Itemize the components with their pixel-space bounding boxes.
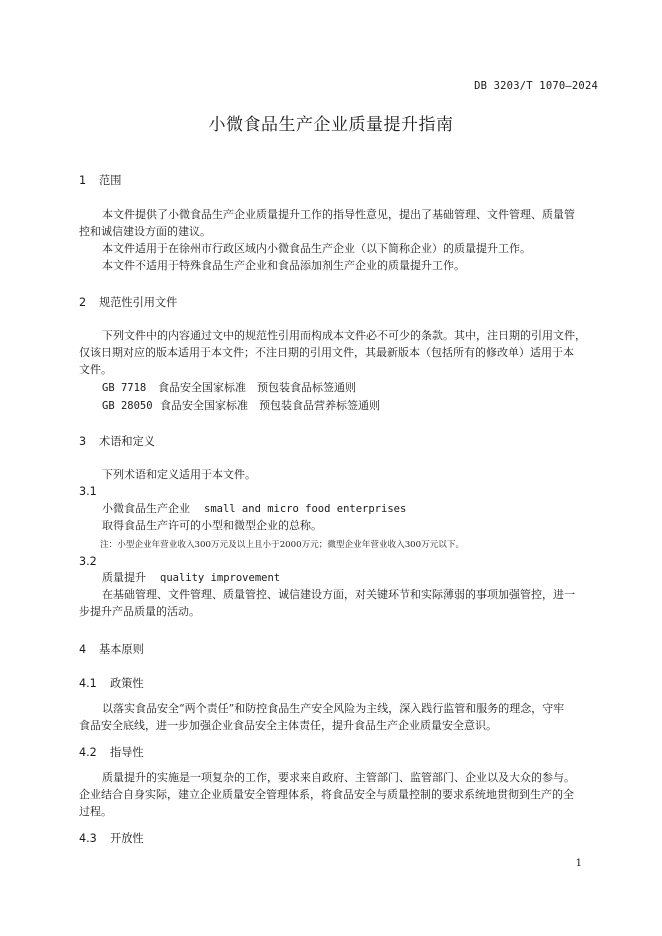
term-1-entry [102,501,406,518]
section-2-title: 规范性引用文件 [99,296,178,309]
s4-2-line3: 过程。 [79,805,112,818]
subsection-4-2-title: 指导性 [110,746,144,759]
reference-1-code: GB 7718 [102,382,147,394]
subsection-4-2-heading [79,744,144,760]
s2-p1-line2: 仅该日期对应的版本适用于本文件；不注日期的引用文件，其最新版本（包括所有的修改单）适用于本 [79,346,574,359]
subsection-4-2-number: 4.2 [79,746,97,759]
s1-p1-line1: 本文件提供了小微食品生产企业质量提升工作的指导性意见，提出了基础管理、文件管理、质量管 [102,208,575,221]
s1-p1-line2: 控和诚信建设方面的建议。 [79,225,211,238]
note-label: 注： [100,540,118,550]
s4-1-line2: 食品安全底线，进一步加强企业食品安全主体责任，提升食品生产企业质量安全意识。 [79,719,497,732]
s1-p3: 本文件不适用于特殊食品生产企业和食品添加剂生产企业的质量提升工作。 [102,259,465,272]
term-2-number: 3.2 [79,555,97,568]
term-2-name: 质量提升 [102,571,146,584]
term-2-english: quality improvement [160,572,281,584]
term-2-definition-line1: 在基础管理、文件管理、质量管控、诚信建设方面，对关键环节和实际薄弱的事项加强管控，进一 [102,588,575,601]
section-3-number: 3 [79,435,87,448]
term-1-note [100,538,464,550]
section-1-title: 范围 [99,174,122,187]
s2-p1-line1: 下列文件中的内容通过文中的规范性引用而构成本文件必不可少的条款。其中，注日期的引用文件， [102,329,586,342]
page-number: 1 [575,858,582,869]
section-3-title: 术语和定义 [99,435,155,448]
section-1-number: 1 [79,174,87,187]
section-1-heading [79,172,121,188]
s4-2-line1: 质量提升的实施是一项复杂的工作，要求来自政府、主管部门、监管部门、企业以及大众的参与。 [102,771,575,784]
note-text: 小型企业年营业收入300万元及以上且小于2000万元；微型企业年营业收入300万元以下。 [117,540,465,550]
section-4-number: 4 [79,643,87,656]
subsection-4-3-heading [79,830,144,846]
section-3-heading [79,433,155,449]
s2-p1-line3: 文件。 [79,363,112,376]
term-1-name: 小微食品生产企业 [102,502,190,515]
doc-number: DB 3203/T 1070—2024 [474,80,598,92]
doc-title: 小微食品生产企业质量提升指南 [208,115,454,135]
term-1-number: 3.1 [79,485,97,498]
reference-1-title: 食品安全国家标准 预包装食品标签通则 [158,381,356,394]
s4-2-line2: 企业结合自身实际，建立企业质量安全管理体系，将食品安全与质量控制的要求系统地贯彻到生产的全 [79,788,574,801]
section-4-title: 基本原则 [99,643,144,656]
subsection-4-1-heading [79,675,144,691]
subsection-4-3-title: 开放性 [110,832,144,845]
term-2-entry [102,570,280,587]
term-1-definition: 取得食品生产许可的小型和微型企业的总称。 [102,519,322,532]
reference-2-code: GB 28050 [102,400,153,412]
term-2-definition-line2: 步提升产品质量的活动。 [79,605,200,618]
reference-2-title: 食品安全国家标准 预包装食品营养标签通则 [160,399,380,412]
section-2-number: 2 [79,296,87,309]
subsection-4-1-number: 4.1 [79,677,97,690]
s1-p2: 本文件适用于在徐州市行政区域内小微食品生产企业（以下简称企业）的质量提升工作。 [102,242,531,255]
reference-2 [102,398,380,415]
s3-intro: 下列术语和定义适用于本文件。 [102,468,256,481]
subsection-4-1-title: 政策性 [110,677,144,690]
section-2-heading [79,294,177,310]
term-1-english: small and micro food enterprises [204,503,407,515]
s4-1-line1: 以落实食品安全“两个责任”和防控食品生产安全风险为主线，深入践行监管和服务的理念，守牢 [102,702,565,715]
reference-1 [102,380,356,397]
subsection-4-3-number: 4.3 [79,832,97,845]
section-4-heading [79,641,144,657]
